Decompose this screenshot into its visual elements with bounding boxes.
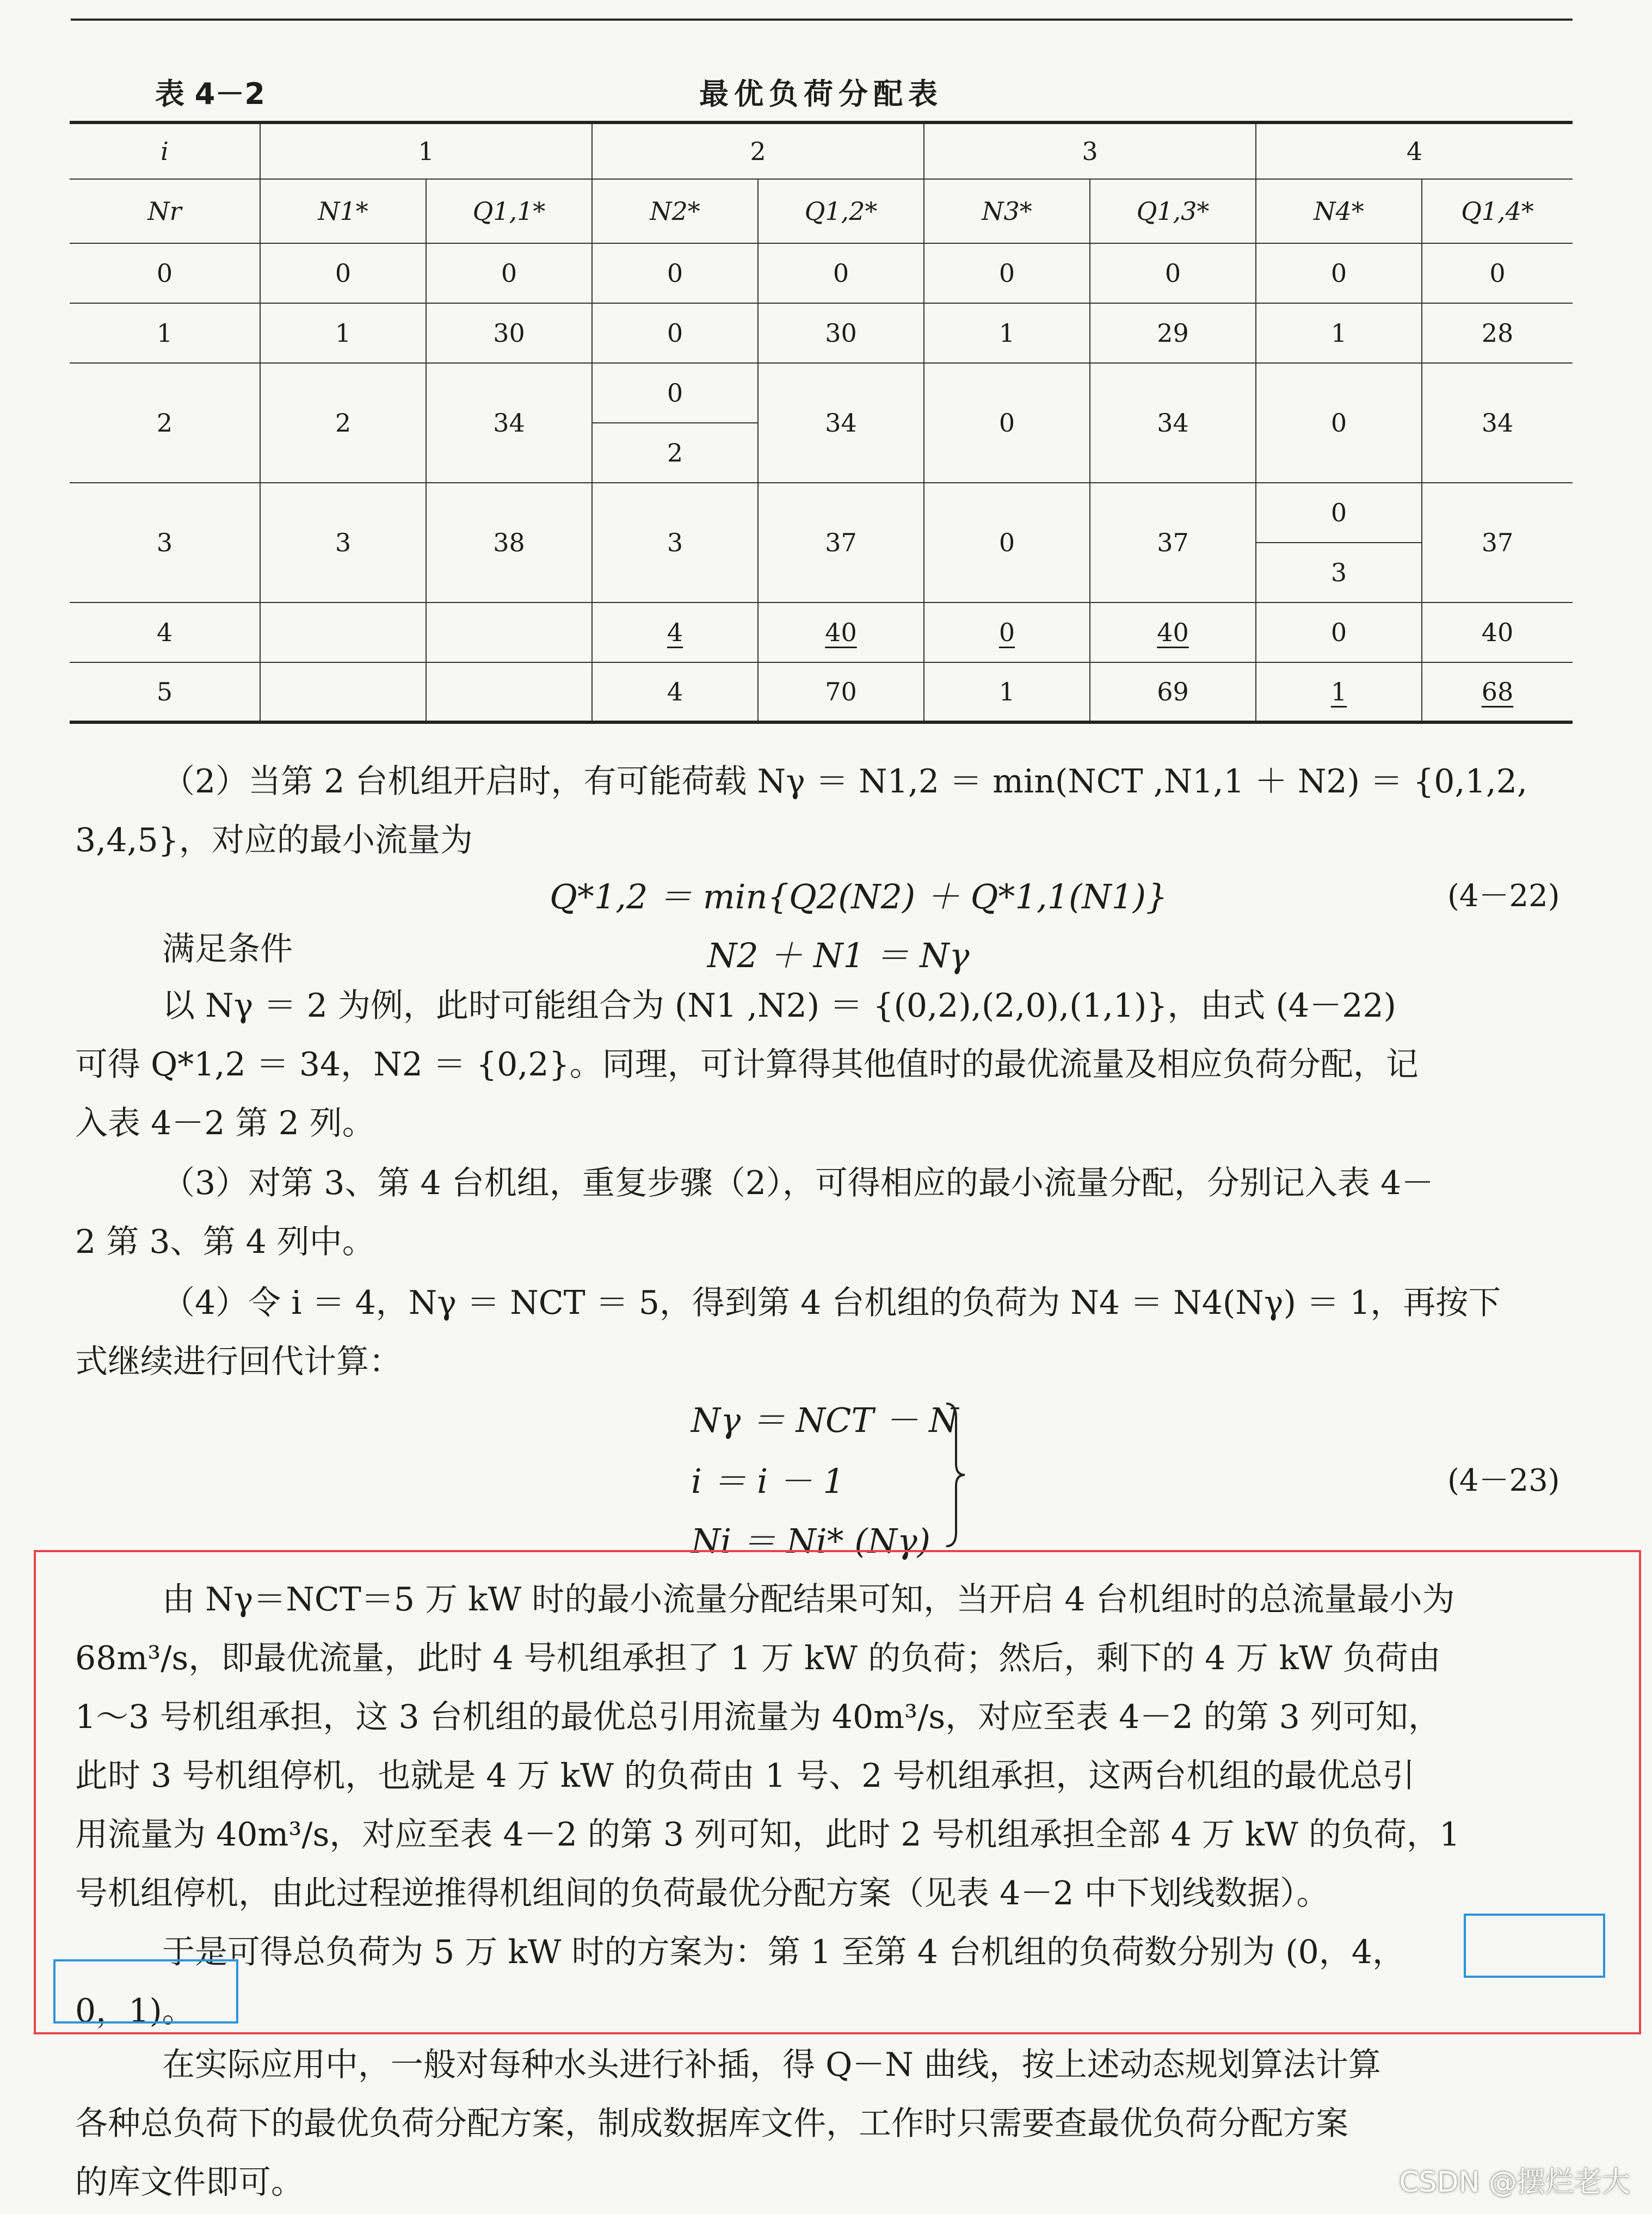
table-cell: 37 xyxy=(1422,483,1573,602)
table-cell: 0 xyxy=(1422,243,1573,303)
table-cell: 1 xyxy=(924,303,1090,363)
table-row xyxy=(70,662,1573,722)
header-n2: N2* xyxy=(592,179,758,243)
text-line: 各种总负荷下的最优负荷分配方案，制成数据库文件，工作时只需要查最优负荷分配方案 xyxy=(75,2105,1348,2143)
table-cell xyxy=(1090,602,1256,662)
condition-equation: N2 ＋ N1 ＝ Nγ xyxy=(707,936,970,975)
watermark: CSDN @摆烂老大 xyxy=(1399,2166,1630,2199)
header-q11: Q1,1* xyxy=(426,179,592,243)
table-number: 表 4－2 xyxy=(155,77,265,111)
table-cell: 1 xyxy=(260,303,426,363)
header-row-sub xyxy=(70,179,1573,243)
equation-number: (4－23) xyxy=(1447,1463,1560,1498)
text-line: 的库文件即可。 xyxy=(75,2163,304,2201)
table-cell: 29 xyxy=(1090,303,1256,363)
curly-brace xyxy=(944,1401,966,1548)
blue-highlight-box xyxy=(53,1959,238,2024)
underlined-value: 1 xyxy=(1330,677,1347,706)
table-cell: 1 xyxy=(924,662,1090,722)
table-cell: 3 xyxy=(1256,543,1422,602)
table-row xyxy=(70,363,1573,423)
table-cell xyxy=(592,602,758,662)
table-cell: 2 xyxy=(70,363,260,483)
text-line: 以 Nγ ＝ 2 为例，此时可能组合为 (N1 ,N2) ＝ {(0,2),(2,0),(1,1)}，由式 (4－22) xyxy=(162,987,1396,1025)
table-cell: 34 xyxy=(426,363,592,483)
paragraph-step4 xyxy=(75,1274,1604,1391)
table-cell: 40 xyxy=(1422,602,1573,662)
table-cell: 0 xyxy=(70,243,260,303)
paragraph-example xyxy=(75,976,1604,1153)
table-cell xyxy=(426,602,592,662)
table-cell: 70 xyxy=(758,662,924,722)
header-n3: N3* xyxy=(924,179,1090,243)
paragraph-step3 xyxy=(75,1154,1604,1271)
table-cell: 30 xyxy=(758,303,924,363)
text-line: 式继续进行回代计算： xyxy=(75,1343,402,1381)
text-line: （4）令 i ＝ 4，Nγ ＝ NCT ＝ 5，得到第 4 台机组的负荷为 N4 ＝ N4(Nγ) ＝ 1，再按下 xyxy=(162,1284,1501,1322)
header-group-2: 2 xyxy=(592,122,924,179)
underlined-value: 40 xyxy=(1157,618,1189,647)
text-line: 用流量为 40m³/s，对应至表 4－2 的第 3 列可知，此时 2 号机组承担全部 4 万 kW 的负荷，1 xyxy=(75,1816,1460,1854)
table-cell: 30 xyxy=(426,303,592,363)
table-cell: 0 xyxy=(924,483,1090,602)
text-line: 在实际应用中，一般对每种水头进行补插，得 Q－N 曲线，按上述动态规划算法计算 xyxy=(162,2046,1381,2084)
table-cell: 34 xyxy=(1422,363,1573,483)
equation-number: (4－22) xyxy=(1447,878,1560,914)
table-cell: 0 xyxy=(260,243,426,303)
paragraph-step2 xyxy=(75,752,1604,870)
table-cell: 2 xyxy=(592,423,758,483)
table-cell: 0 xyxy=(924,363,1090,483)
table-cell: 3 xyxy=(70,483,260,602)
table-row xyxy=(70,602,1573,662)
table-cell: 0 xyxy=(758,243,924,303)
table-cell: 37 xyxy=(1090,483,1256,602)
text-line: 此时 3 号机组停机，也就是 4 万 kW 的负荷由 1 号、2 号机组承担，这两台机组的最优总引 xyxy=(75,1757,1415,1795)
header-group-1: 1 xyxy=(260,122,592,179)
text-line: 0，1)。 xyxy=(75,1992,195,2030)
table-cell: 0 xyxy=(592,363,758,423)
equation-4-23-line3: Ni ＝ Ni* (Nγ) xyxy=(691,1521,930,1561)
top-rule xyxy=(71,19,1573,21)
table-cell: 0 xyxy=(1256,243,1422,303)
table-cell: 0 xyxy=(426,243,592,303)
text-line: 入表 4－2 第 2 列。 xyxy=(75,1104,375,1142)
header-q14: Q1,4* xyxy=(1422,179,1573,243)
table-cell: 5 xyxy=(70,662,260,722)
text-line: 1～3 号机组承担，这 3 台机组的最优总引用流量为 40m³/s，对应至表 4－2 的第 3 列可知， xyxy=(75,1698,1441,1736)
text-line: 可得 Q*1,2 ＝ 34，N2 ＝ {0,2}。同理，可计算得其他值时的最优流量及相应负荷分配，记 xyxy=(75,1046,1419,1084)
table-cell: 1 xyxy=(1256,303,1422,363)
header-i: i xyxy=(70,122,260,179)
table-cell: 34 xyxy=(758,363,924,483)
header-nr: Nr xyxy=(70,179,260,243)
table-cell: 69 xyxy=(1090,662,1256,722)
table-cell: 3 xyxy=(260,483,426,602)
table-cell: 4 xyxy=(592,662,758,722)
underlined-value: 0 xyxy=(998,618,1015,647)
equation-4-22: Q*1,2 ＝ min{Q2(N2) ＋ Q*1,1(N1)} xyxy=(550,877,1168,917)
text-line: 2 第 3、第 4 列中。 xyxy=(75,1223,375,1261)
table-cell: 0 xyxy=(1090,243,1256,303)
table-cell: 0 xyxy=(1256,602,1422,662)
table-cell: 3 xyxy=(592,483,758,602)
table-title: 最优负荷分配表 xyxy=(699,77,943,111)
header-group-4: 4 xyxy=(1256,122,1573,179)
equation-4-23-line1: Nγ ＝ NCT － N xyxy=(691,1400,959,1440)
table-cell: 0 xyxy=(1256,363,1422,483)
text-line: 号机组停机，由此过程逆推得机组间的负荷最优分配方案（见表 4－2 中下划线数据）。 xyxy=(75,1874,1329,1912)
table-cell xyxy=(260,662,426,722)
underlined-value: 4 xyxy=(667,618,683,647)
table-cell: 0 xyxy=(1256,483,1422,543)
text-line: 68m³/s，即最优流量，此时 4 号机组承担了 1 万 kW 的负荷；然后，剩下的 4 万 kW 负荷由 xyxy=(75,1639,1441,1677)
table-cell xyxy=(260,602,426,662)
blue-highlight-box xyxy=(1464,1914,1605,1978)
text-line: （3）对第 3、第 4 台机组，重复步骤（2），可得相应的最小流量分配，分别记入表 4－ xyxy=(162,1164,1434,1202)
table-cell: 37 xyxy=(758,483,924,602)
optimal-load-table xyxy=(70,121,1573,724)
table-cell xyxy=(1422,662,1573,722)
table-cell: 38 xyxy=(426,483,592,602)
table-row xyxy=(70,303,1573,363)
table-cell: 34 xyxy=(1090,363,1256,483)
header-row-groups xyxy=(70,122,1573,179)
table-cell: 0 xyxy=(592,303,758,363)
underlined-value: 40 xyxy=(825,618,857,647)
table-cell xyxy=(1256,662,1422,722)
table-cell: 0 xyxy=(924,243,1090,303)
table-cell xyxy=(924,602,1090,662)
header-group-3: 3 xyxy=(924,122,1256,179)
table-cell: 0 xyxy=(592,243,758,303)
table-cell: 2 xyxy=(260,363,426,483)
header-q13: Q1,3* xyxy=(1090,179,1256,243)
table-cell xyxy=(758,602,924,662)
table-cell: 4 xyxy=(70,602,260,662)
header-n1: N1* xyxy=(260,179,426,243)
table-row xyxy=(70,243,1573,303)
text-line: 于是可得总负荷为 5 万 kW 时的方案为：第 1 至第 4 台机组的负荷数分别为 (0，4， xyxy=(162,1933,1405,1971)
underlined-value: 68 xyxy=(1481,677,1514,706)
condition-label: 满足条件 xyxy=(162,930,293,968)
header-q12: Q1,2* xyxy=(758,179,924,243)
paragraph-application xyxy=(75,2035,1604,2212)
table-cell: 28 xyxy=(1422,303,1573,363)
table-cell: 1 xyxy=(70,303,260,363)
table-row xyxy=(70,483,1573,543)
text-line: （2）当第 2 台机组开启时，有可能荷载 Nγ ＝ N1,2 ＝ min(NCT ,N1,1 ＋ N2) ＝ {0,1,2, xyxy=(162,762,1528,801)
table-cell xyxy=(426,662,592,722)
red-highlight-box xyxy=(34,1550,1641,2034)
header-n4: N4* xyxy=(1256,179,1422,243)
text-line: 3,4,5}，对应的最小流量为 xyxy=(75,821,473,859)
text-line: 由 Nγ＝NCT＝5 万 kW 时的最小流量分配结果可知，当开启 4 台机组时的总流量最小为 xyxy=(162,1580,1455,1619)
equation-4-23-line2: i ＝ i － 1 xyxy=(691,1461,845,1501)
